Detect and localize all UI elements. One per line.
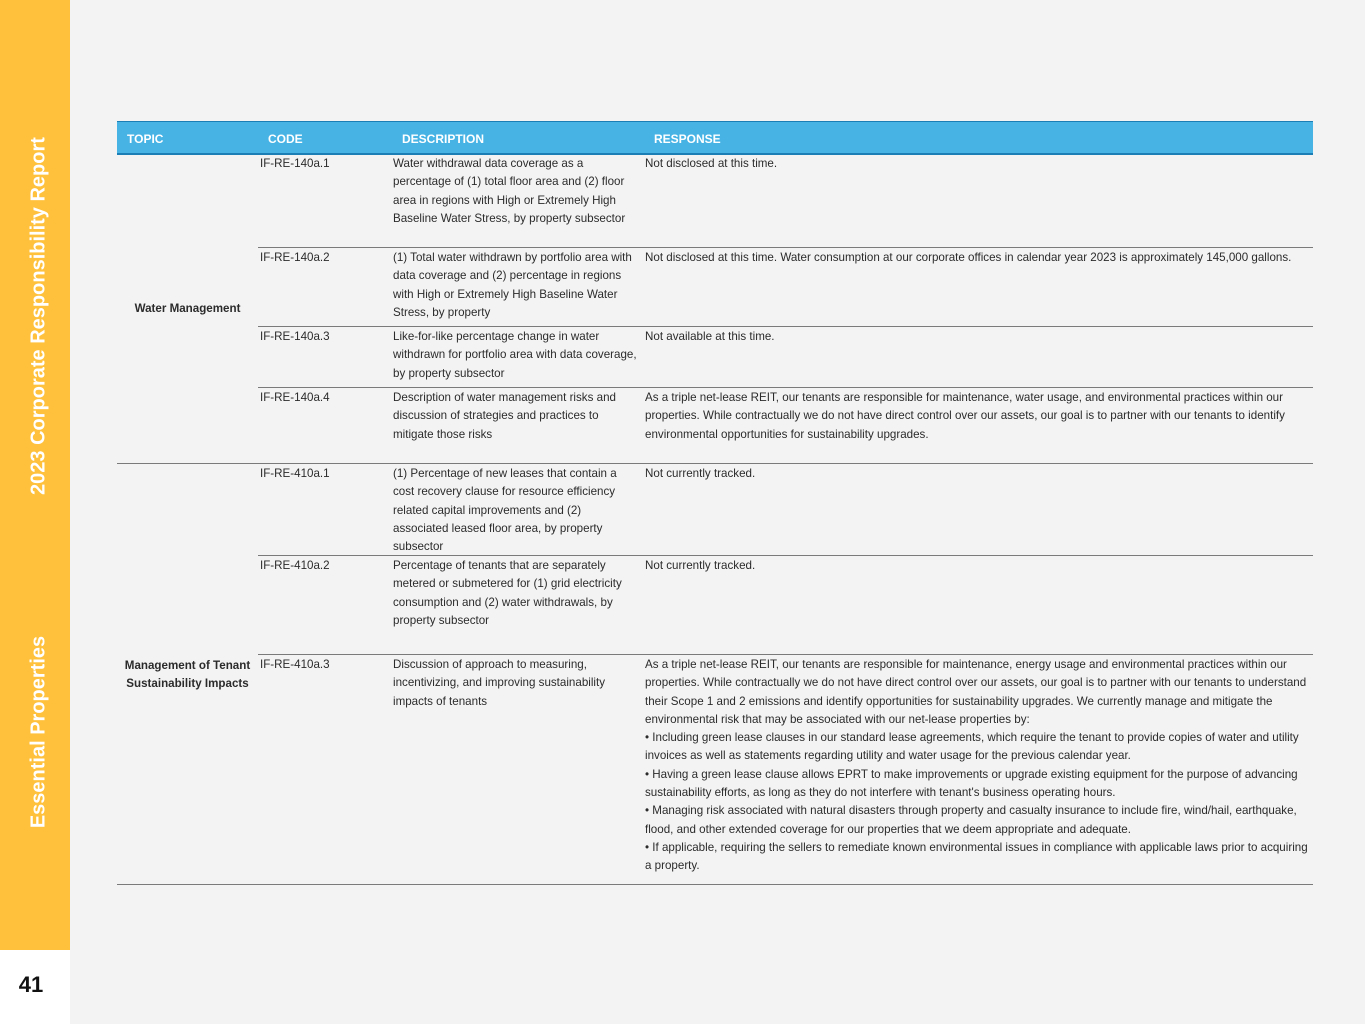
row-divider bbox=[258, 326, 1313, 327]
row7-response-intro: As a triple net-lease REIT, our tenants are responsible for maintenance, energy usage and environmental practices within our properties. While contractually we do not have direct control over our assets, our goal is to partner with our tenants to understand their Scope 1 and 2 emissions and identify opportunities for sustainability upgrades. We currently manage and mitigate the environmental risk that may be associated with our net-lease properties by: bbox=[645, 658, 1307, 726]
row5-description: (1) Percentage of new leases that contain a cost recovery clause for resource efficiency related capital improvements and (2) associated leased floor area, by property subsector bbox=[393, 467, 617, 554]
row5-code: IF-RE-410a.1 bbox=[260, 467, 330, 480]
topic-tenant-sustainability: Management of Tenant Sustainability Impacts bbox=[124, 659, 251, 690]
row1-code: IF-RE-140a.1 bbox=[260, 157, 330, 170]
row-divider bbox=[258, 387, 1313, 388]
row-divider bbox=[258, 247, 1313, 248]
table-bottom-rule bbox=[117, 884, 1313, 885]
row6-code: IF-RE-410a.2 bbox=[260, 559, 330, 572]
row1-response: Not disclosed at this time. bbox=[645, 157, 778, 170]
row5-response: Not currently tracked. bbox=[645, 467, 756, 480]
row2-response: Not disclosed at this time. Water consumption at our corporate offices in calendar year 2023 is approximately 145,000 gallons. bbox=[645, 251, 1292, 264]
row7-bullet: • Managing risk associated with natural disasters through property and casualty insurance to include fire, wind/hail, earthquake, flood, and other extended coverage for our properties that we deem appropriate and adequate. bbox=[645, 804, 1297, 836]
row-divider bbox=[258, 654, 1313, 655]
header-response: RESPONSE bbox=[654, 132, 721, 146]
row7-description: Discussion of approach to measuring, incentivizing, and improving sustainability impacts of tenants bbox=[393, 658, 606, 708]
row4-description: Description of water management risks and discussion of strategies and practices to mitigate those risks bbox=[393, 391, 616, 441]
row1-description: Water withdrawal data coverage as a percentage of (1) total floor area and (2) floor area in regions with High or Extremely High Baseline Water Stress, by property subsector bbox=[393, 157, 626, 225]
row2-code: IF-RE-140a.2 bbox=[260, 251, 330, 264]
row6-description: Percentage of tenants that are separately metered or submetered for (1) grid electricity consumption and (2) water withdrawals, by property subsector bbox=[393, 559, 622, 627]
company-name: Essential Properties bbox=[27, 635, 50, 829]
row2-description: (1) Total water withdrawn by portfolio area with data coverage and (2) percentage in regions with High or Extremely High Baseline Water Stress, by property bbox=[393, 251, 632, 319]
row3-code: IF-RE-140a.3 bbox=[260, 330, 330, 343]
header-code: CODE bbox=[268, 132, 303, 146]
row-divider bbox=[258, 555, 1313, 556]
header-description: DESCRIPTION bbox=[402, 132, 485, 146]
page-number: 41 bbox=[18, 972, 44, 997]
table-header bbox=[117, 121, 1313, 155]
row7-bullet: • Having a green lease clause allows EPRT to make improvements or upgrade existing equipment for the purpose of advancing sustainability efforts, as long as they do not interfere with tenant's business operating hours. bbox=[645, 767, 1298, 800]
row7-bullet: • If applicable, requiring the sellers to remediate known environmental issues in compliance with applicable laws prior to acquiring a property. bbox=[645, 840, 1308, 873]
row3-response: Not available at this time. bbox=[645, 330, 775, 343]
row4-response: As a triple net-lease REIT, our tenants are responsible for maintenance, water usage, and environmental practices within our properties. While contractually we do not have direct control over our assets, our goal is to partner with our tenants to identify environmental opportunities for sustainability upgrades. bbox=[645, 391, 1285, 441]
section-divider bbox=[117, 463, 1313, 464]
report-title: 2023 Corporate Responsibility Report bbox=[27, 137, 50, 495]
header-topic: TOPIC bbox=[127, 132, 164, 146]
row7-code: IF-RE-410a.3 bbox=[260, 658, 330, 671]
row6-response: Not currently tracked. bbox=[645, 559, 756, 572]
row4-code: IF-RE-140a.4 bbox=[260, 391, 330, 404]
topic-water-management: Water Management bbox=[134, 302, 241, 315]
row7-response bbox=[645, 656, 1310, 876]
row3-description: Like-for-like percentage change in water withdrawn for portfolio area with data coverage, by property subsector bbox=[393, 330, 637, 380]
row7-bullet: • Including green lease clauses in our standard lease agreements, which require the tenant to provide copies of water and utility invoices as well as statements regarding utility and water usage for the previous calendar year. bbox=[645, 731, 1299, 763]
